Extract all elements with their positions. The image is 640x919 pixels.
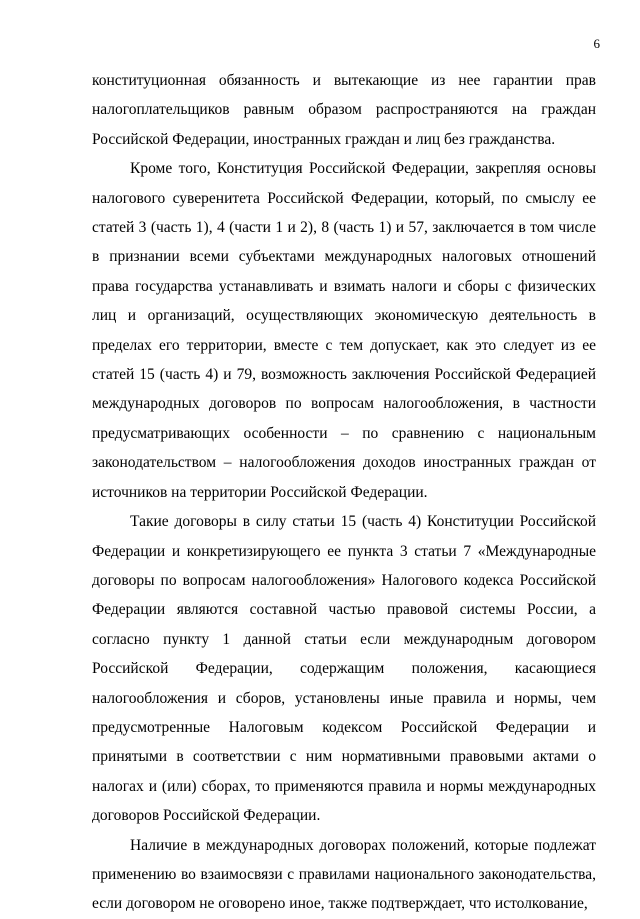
paragraph-treaty-provisions: Наличие в международных договорах положений, которые подлежат применению во взаимосвязи с правилами национального законодательства, если договором не оговорено иное, также подтверждает, что истолкование,: [92, 836, 596, 913]
paragraph-tax-sovereignty: Кроме того, Конституция Российской Федерации, закрепляя основы налогового суверенитета Российской Федерации, который, по смыслу ее статей 3 (часть 1), 4 (части 1 и 2), 8 (часть 1) и 57, заключается в том числе в признании всеми субъектами международных налоговых отношений права государства устанавливать и взимать налоги и сборы с физических лиц и организаций, осуществляющих экономическую деятельность в пределах его территории, вместе с тем допускает, как это следует из ее статей 15 (часть 4) и 79, возможность заключения Российской Федерацией международных договоров по вопросам налогообложения, в частности предусматривающих особенности – по сравнению с национальным законодательством – налогообложения доходов иностранных граждан от источников на территории Российской Федерации.: [92, 160, 596, 501]
document-body: [92, 66, 596, 919]
paragraph-continuation: конституционная обязанность и вытекающие из нее гарантии прав налогоплательщиков равным образом распространяются на граждан Российской Федерации, иностранных граждан и лиц без гражданства.: [92, 72, 596, 148]
page-number: 6: [593, 36, 600, 51]
paragraph-international-treaties: Такие договоры в силу статьи 15 (часть 4) Конституции Российской Федерации и конкретизирующего ее пункта 3 статьи 7 «Международные договоры по вопросам налогообложения» Налогового кодекса Российской Федерации являются составной частью правовой системы России, а согласно пункту 1 данной статьи если международным договором Российской Федерации, содержащим положения, касающиеся налогообложения и сборов, установлены иные правила и нормы, чем предусмотренные Налоговым кодексом Российской Федерации и принятыми в соответствии с ним нормативными правовыми актами о налогах и (или) сборах, то применяются правила и нормы международных договоров Российской Федерации.: [92, 513, 596, 825]
